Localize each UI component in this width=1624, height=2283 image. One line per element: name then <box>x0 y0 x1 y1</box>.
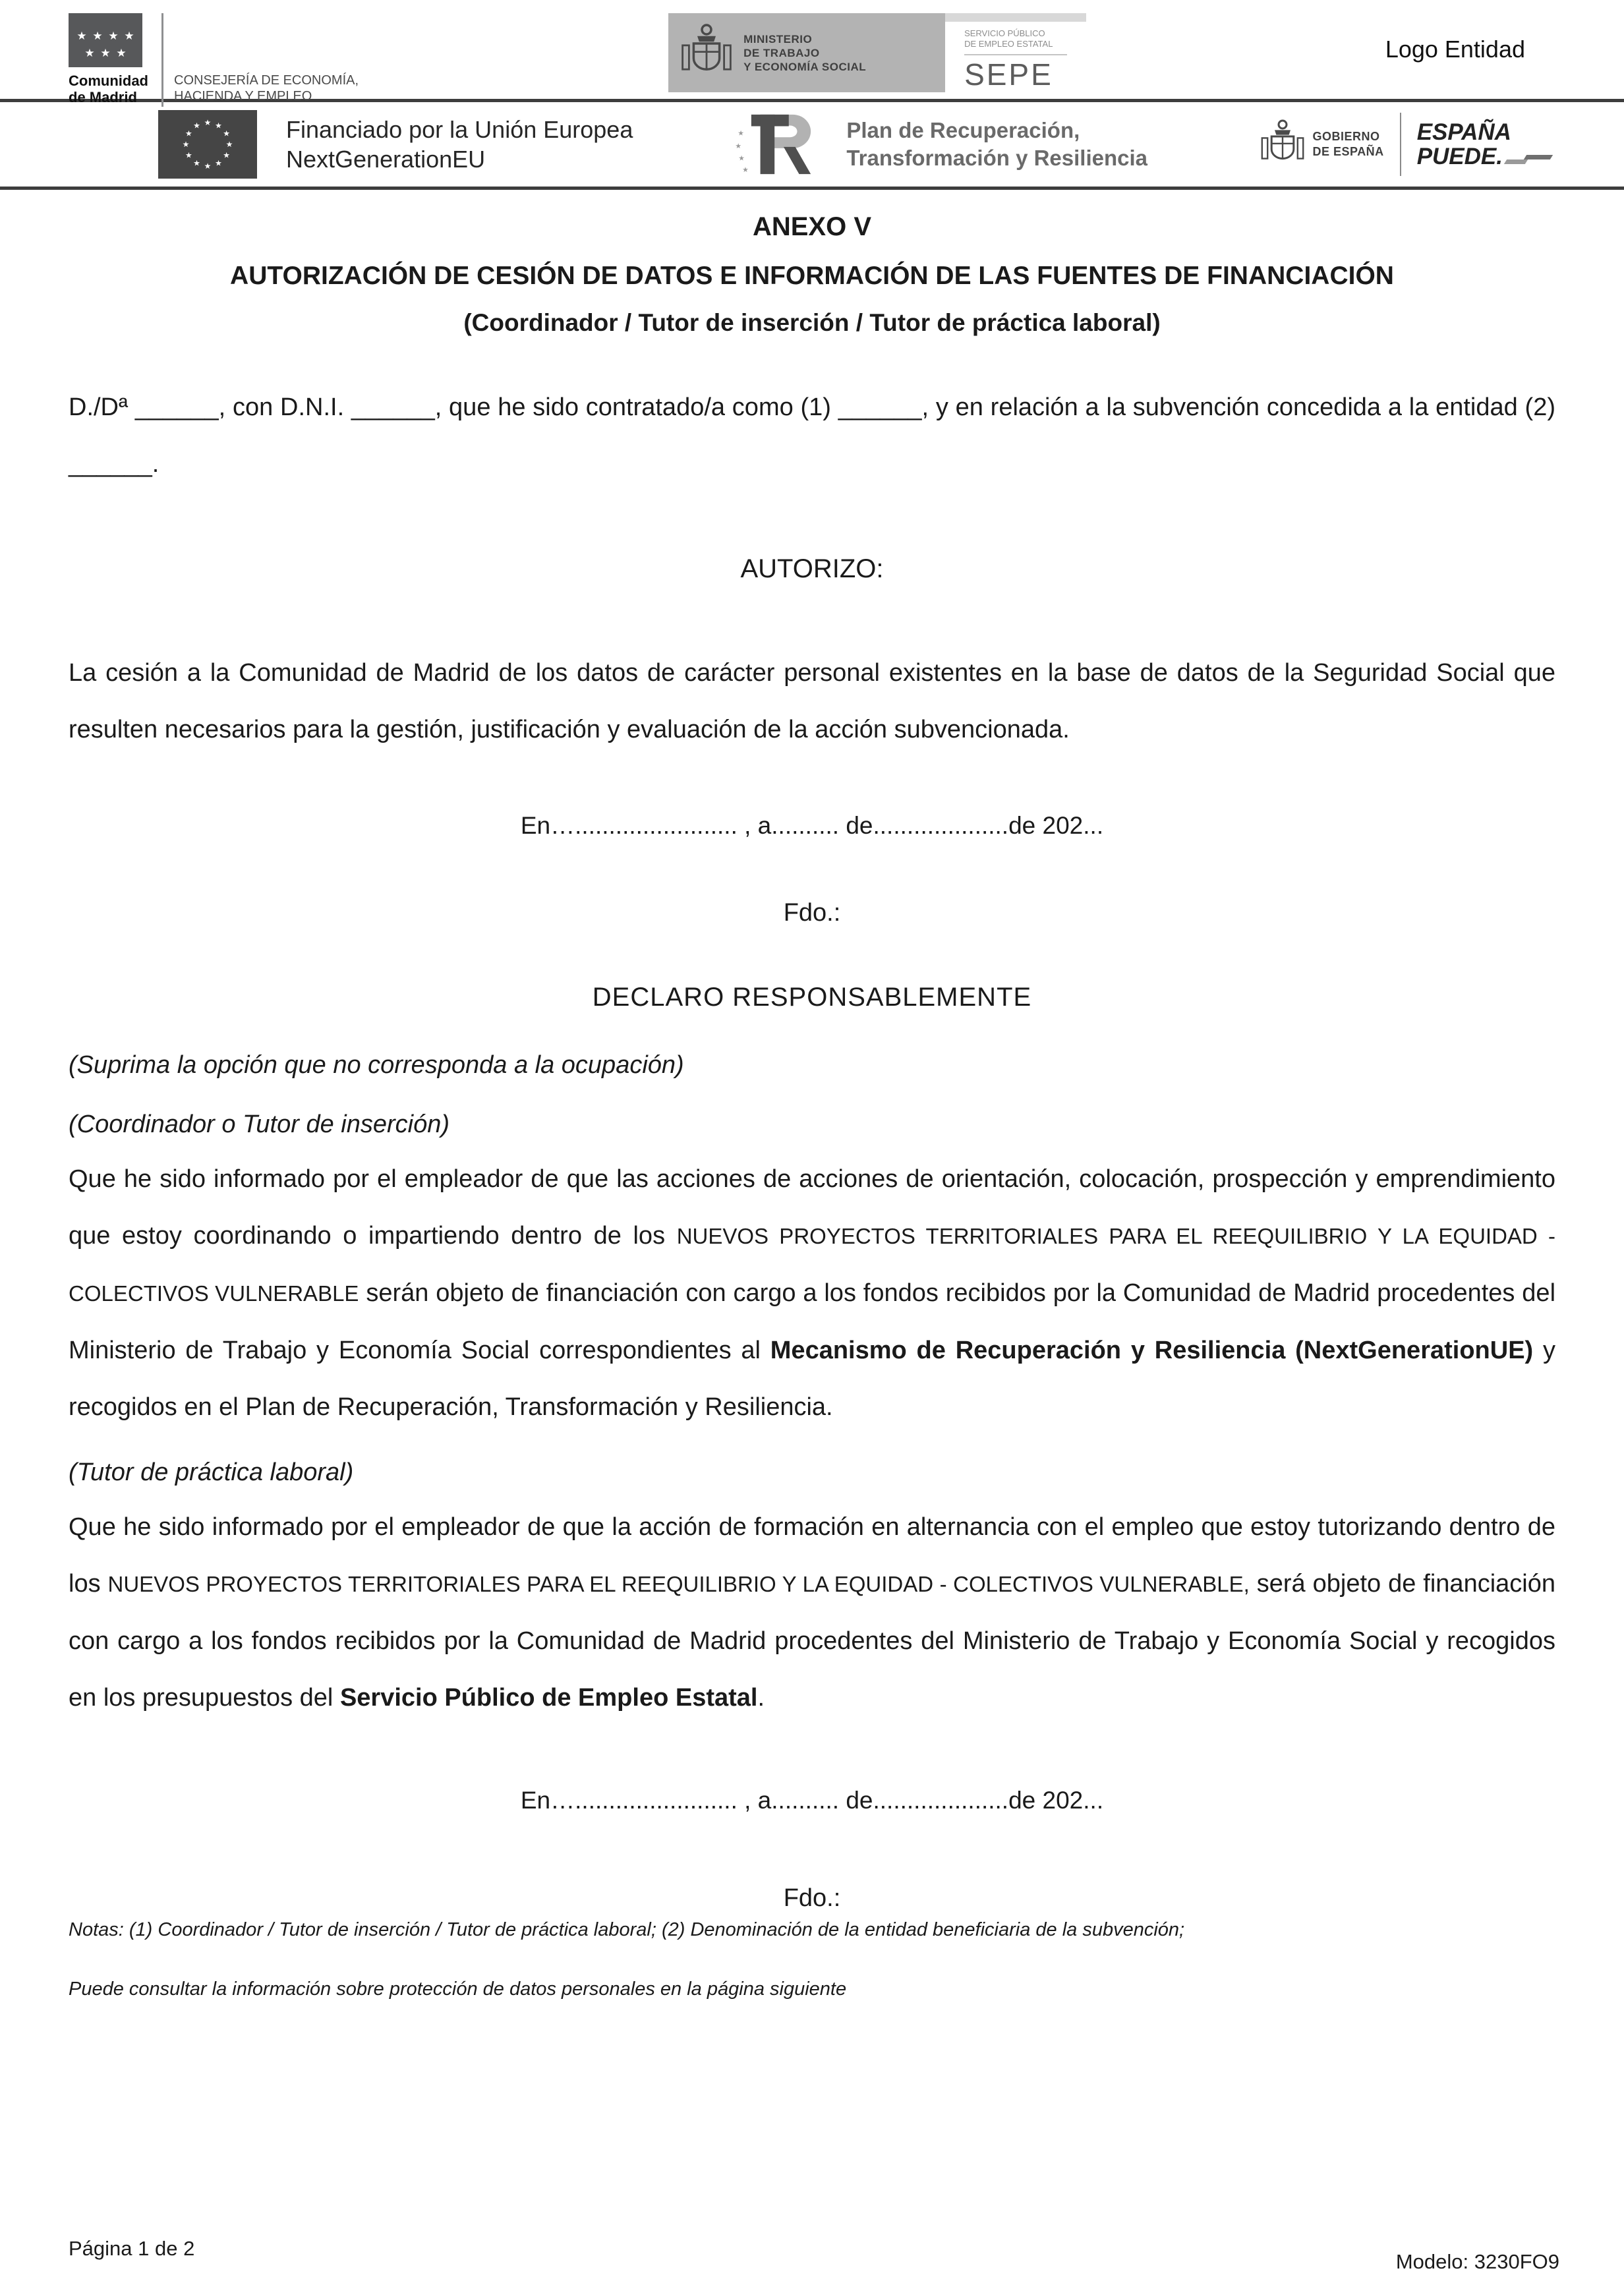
program-name-caps: NUEVOS PROYECTOS TERRITORIALES PARA EL REEQUILIBRIO Y LA EQUIDAD - COLECTIVOS VULNERABLE, <box>107 1572 1250 1596</box>
gobierno-coat-of-arms-icon <box>1259 115 1306 173</box>
ministerio-line: DE TRABAJO <box>743 46 820 59</box>
eu-funding-label <box>286 115 633 174</box>
svg-text:★: ★ <box>223 129 230 138</box>
declaro-heading: DECLARO RESPONSABLEMENTE <box>592 983 1032 1012</box>
svg-text:★: ★ <box>225 140 233 149</box>
madrid-logo-column <box>69 13 148 107</box>
coordinador-paragraph <box>69 1151 1555 1435</box>
madrid-name-line: Comunidad <box>69 72 148 89</box>
tr-logo-icon <box>732 109 829 179</box>
consejeria-line: HACIENDA Y EMPLEO <box>174 89 312 103</box>
autorizo-heading: AUTORIZO: <box>740 554 884 583</box>
svg-text:★: ★ <box>185 150 192 160</box>
ministerio-trabajo-logo <box>668 13 945 92</box>
svg-text:★: ★ <box>84 47 95 60</box>
svg-text:★: ★ <box>215 158 222 168</box>
privacy-note: Puede consultar la información sobre protección de datos personales en la página siguiente <box>69 1979 847 2000</box>
sepe-acronym-label: SEPE <box>964 57 1053 92</box>
gobierno-espana-label <box>1313 129 1384 159</box>
anexo-title: ANEXO V <box>752 212 872 241</box>
tutor-paragraph-text: . <box>757 1684 765 1712</box>
page-title: AUTORIZACIÓN DE CESIÓN DE DATOS E INFORMACIÓN DE LAS FUENTES DE FINANCIACIÓN <box>230 262 1394 290</box>
svg-text:★: ★ <box>735 141 742 150</box>
ministerio-label <box>743 32 866 74</box>
plan-line: Plan de Recuperación, <box>846 118 1080 142</box>
sepe-small-line: SERVICIO PÚBLICO <box>964 28 1045 39</box>
madrid-name-line: de Madrid <box>69 89 137 105</box>
comunidad-madrid-logo <box>69 13 359 107</box>
espana-puede-label <box>1417 120 1555 169</box>
svg-text:★: ★ <box>182 140 190 149</box>
madrid-flag-icon <box>69 13 142 67</box>
page-number: Página 1 de 2 <box>69 2237 195 2260</box>
autorizo-paragraph: La cesión a la Comunidad de Madrid de los datos de carácter personal existentes en la base de datos de la Seguridad Social que resulten necesarios para la gestión, justificación y evaluación de la acción subvencionada. <box>69 659 1555 743</box>
svg-text:★: ★ <box>76 30 87 43</box>
svg-text:★: ★ <box>124 30 134 43</box>
tutor-option-label: (Tutor de práctica laboral) <box>69 1459 354 1486</box>
sepe-logo <box>945 13 1086 92</box>
signature-label: Fdo.: <box>783 1884 841 1912</box>
signature-label: Fdo.: <box>783 899 841 927</box>
horizontal-rule <box>0 187 1624 190</box>
sepe-small-label <box>964 28 1067 49</box>
form-model-code: Modelo: 3230FO9 <box>1395 2250 1559 2273</box>
eu-funding-line: NextGenerationEU <box>286 146 486 173</box>
gobierno-line: GOBIERNO <box>1312 130 1380 143</box>
divider <box>161 13 163 107</box>
svg-text:★: ★ <box>215 121 222 130</box>
sepe-topbar <box>945 13 1086 22</box>
eu-flag-icon <box>158 110 257 179</box>
divider <box>1400 113 1401 176</box>
svg-text:★: ★ <box>100 47 111 60</box>
eu-funding-line: Financiado por la Unión Europea <box>286 116 633 143</box>
coordinador-option-label: (Coordinador o Tutor de inserción) <box>69 1111 450 1138</box>
logo-entidad-placeholder: Logo Entidad <box>1385 36 1525 63</box>
svg-text:★: ★ <box>204 161 212 171</box>
program-name-caps: NUEVOS PROYECTOS TERRITORIALES PARA EL REEQUILIBRIO Y LA EQUIDAD - COLECTIVOS VULNERABLE <box>69 1224 1555 1306</box>
ministerio-sepe-logo-group <box>668 13 1086 92</box>
svg-text:★: ★ <box>185 129 192 138</box>
document-header <box>0 0 1624 105</box>
ministerio-line: Y ECONOMÍA SOCIAL <box>743 60 867 73</box>
tutor-paragraph <box>69 1499 1555 1726</box>
plan-recuperacion-label <box>846 117 1147 172</box>
ministerio-line: MINISTERIO <box>743 32 813 45</box>
svg-text:★: ★ <box>92 30 103 43</box>
coordinador-paragraph-text: Que he sido informado por el empleador de que las acciones de acciones de orientación, colocación, prospección y emprendimiento que estoy coordinando o impartiendo dentro de los <box>69 1165 1555 1250</box>
plan-recuperacion-logo <box>732 109 1147 179</box>
tutor-paragraph-text: será objeto de financiación con cargo a los fondos recibidos por la Comunidad de Madrid procedentes del Ministerio de Trabajo y Economía Social y recogidos en los presupuestos del <box>69 1570 1555 1712</box>
sepe-small-line: DE EMPLEO ESTATAL <box>964 39 1053 49</box>
espana-puede-line: ESPAÑA <box>1416 119 1511 145</box>
consejeria-label <box>174 72 359 107</box>
gobierno-espana-logo <box>1259 113 1556 176</box>
espana-puede-line-text: PUEDE. <box>1416 144 1503 169</box>
ministerio-coat-of-arms-icon <box>679 20 734 85</box>
date-signature-line: En…........................ , a.......... de....................de 202... <box>520 1787 1104 1814</box>
svg-text:★: ★ <box>116 47 127 60</box>
declaro-instruction-note: (Suprima la opción que no corresponda a la ocupación) <box>69 1051 684 1079</box>
espana-puede-flourish <box>1503 154 1555 164</box>
document-content <box>69 212 1555 2001</box>
espana-puede-line <box>1417 144 1555 169</box>
svg-text:★: ★ <box>742 165 749 175</box>
madrid-name-label <box>69 72 148 105</box>
mecanismo-bold-text: Mecanismo de Recuperación y Resiliencia (NextGenerationUE) <box>770 1337 1534 1364</box>
gobierno-line: DE ESPAÑA <box>1312 145 1384 158</box>
consejeria-line: CONSEJERÍA DE ECONOMÍA, <box>174 73 359 88</box>
svg-text:★: ★ <box>108 30 119 43</box>
date-signature-line: En…........................ , a.......... de....................de 202... <box>520 812 1104 839</box>
tutor-paragraph-text: Que he sido informado por el empleador de que la acción de formación en alternancia con el empleo que estoy tutorizando dentro de los <box>69 1513 1555 1598</box>
svg-text:★: ★ <box>738 154 745 163</box>
divider <box>964 54 1067 55</box>
eu-funding-band <box>0 102 1624 187</box>
svg-text:★: ★ <box>193 121 200 130</box>
plan-line: Transformación y Resiliencia <box>846 146 1148 170</box>
coordinador-paragraph-text: y recogidos en el Plan de Recuperación, Transformación y Resiliencia. <box>69 1337 1556 1421</box>
intro-paragraph: D./Dª ______, con D.N.I. ______, que he sido contratado/a como (1) ______, y en relación a la subvención concedida a la entidad (2) ______. <box>69 393 1555 478</box>
svg-text:★: ★ <box>204 118 212 127</box>
coordinador-paragraph-text: serán objeto de financiación con cargo a los fondos recibidos por la Comunidad de Madrid procedentes del Ministerio de Trabajo y Economía Social correspondientes al <box>69 1279 1556 1364</box>
svg-text:★: ★ <box>738 129 745 138</box>
sepe-bold-text: Servicio Público de Empleo Estatal <box>339 1684 758 1712</box>
svg-text:★: ★ <box>223 150 230 160</box>
eu-funding-logo <box>158 110 633 179</box>
page-subtitle: (Coordinador / Tutor de inserción / Tutor de práctica laboral) <box>463 309 1161 336</box>
footnotes: Notas: (1) Coordinador / Tutor de inserción / Tutor de práctica laboral; (2) Denominación de la entidad beneficiaria de la subvención; <box>69 1919 1185 1940</box>
svg-text:★: ★ <box>193 158 200 168</box>
